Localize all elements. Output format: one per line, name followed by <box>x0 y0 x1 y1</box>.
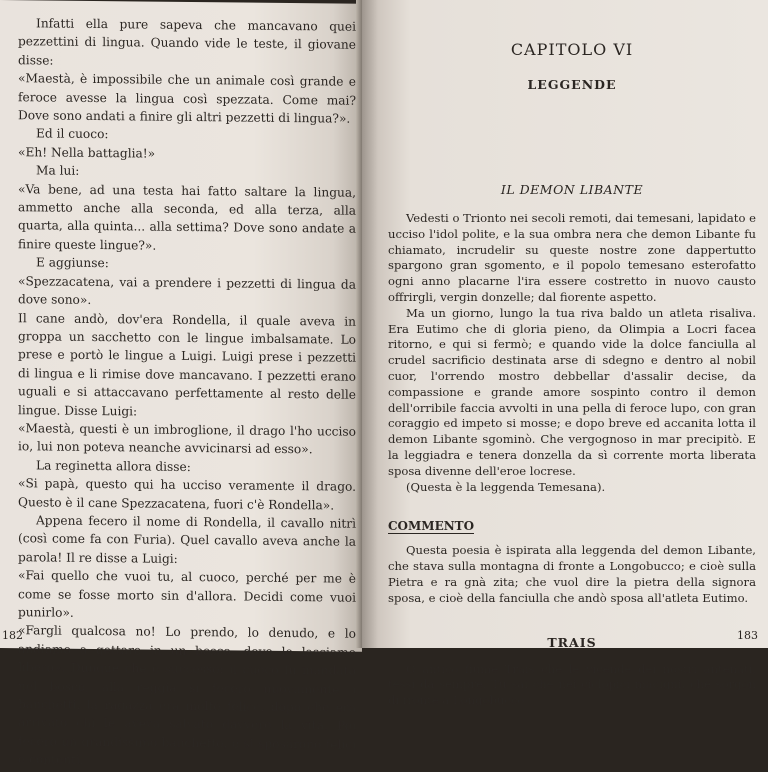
paragraph: «Va bene, ad una testa hai fatto saltare la lingua, ammetto anche alla seconda, ed alla terza, alla quarta, alla quinta... alla settima? Dove sono andate a finire queste lingue?». <box>18 181 356 253</box>
right-page <box>362 0 768 708</box>
left-page-number: 182 <box>2 629 23 642</box>
commento-text: Questa poesia è ispirata alla leggenda del demon Libante, che stava sulla montagna di fronte a Longobucco; e cioè sulla Pietra e ra gnà zita; che vuol dire la pietra della signora sposa, e cioè della fanciulla che andò sposa all'atleta Eutimo. <box>388 543 756 605</box>
left-page <box>0 0 362 768</box>
chapter-title: LEGGENDE <box>527 77 617 92</box>
paragraph: «Maestà, è impossibile che un animale così grande e feroce avesse la lingua così spezzata. Come mai? Dove sono andati a finire gli altri pezzetti di lingua?». <box>18 71 356 126</box>
paragraph: Ma un giorno, lungo la tua riva baldo un atleta risaliva. Era Eutimo che di gloria pieno, da Olimpia a Locri facea ritorno, e qui si fermò; e quando vide la dolce fanciulla al crudel sacrificio destinata arse di sdegno e dentro al nobil cuor, l'orrendo mostro debbellar d'assalir decise, da compassione e grande amore sospinto contro il demon dell'orribile faccia avvolti in una pella di feroce lupo, con gran coraggio ed impeto si mosse; e dopo breve ed accanita lotta il demon Libante sgominò. Che vergognoso in mar precipitò. E la leggiadra e tenera donzella da sì corrente morta liberata sposa divenne dell'eroe locrese. <box>388 305 756 478</box>
paragraph: «Spezzacatena, vai a prendere i pezzetti di lingua da dove sono». <box>18 273 356 308</box>
trais-text: O antico fiume Trais che le vicende dei nostri antenati, tessi da sempre. Tu sai che nei ciclopici macigni, che sorgon di fronte a Longobucco <box>388 661 756 708</box>
paragraph: «Maestà, questi è un imbroglione, il drago l'ho ucciso io, lui non poteva neanche avvicinarsi ad esso». <box>18 421 356 457</box>
paragraph: «Eh! Nella battaglia!» <box>18 145 156 161</box>
paragraph: Infatti ella pure sapeva che mancavano quei pezzettini di lingua. Quando vide le teste, il giovane disse: <box>18 16 356 68</box>
paragraph: «Si papà, questo qui ha ucciso veramente il drago. Questo è il cane Spezzacatena, fuori c'è Rondella». <box>18 476 356 513</box>
paragraph: La reginetta allora disse: <box>36 458 191 474</box>
paragraph: Ma lui: <box>36 163 80 179</box>
paragraph: «Fargli qualcosa no! Lo prendo, lo denudo, e lo andiamo a gettare in un bosco, dove lo lasciamo libero». Dunque che è successo: il cuoco fu mandato nel bosco, alla reggia si fecero nuovamente i banchetti, la ragazza era molto felice, dopo che era arrivato chi le aveva salvato davvero la vita. Poi fecero un grandissimo banchetto, e si sposarono felici e contenti. <box>18 623 356 768</box>
left-page-text <box>18 14 356 772</box>
paragraph: Appena fecero il nome di Rondella, il cavallo nitrì (così come fa con Furia). Quel cavallo aveva anche la parola! Il re disse a Luigi: <box>18 513 356 566</box>
paragraph: Vedesti o Trionto nei secoli remoti, dai temesani, lapidato e ucciso l'idol polite, e la sua ombra nera che demon Libante fu chiamato, incrudelir su queste nostre zone dappertutto spargono gran sgomento, e il popolo temesano esterofatto ogni anno placarne l'ira essere costretto in nuovo causto offrirgli, vergin donzelle; dal fiorente aspetto. <box>388 211 756 304</box>
paragraph: Ed il cuoco: <box>36 126 109 142</box>
commento-heading: COMMENTO <box>388 519 475 534</box>
right-page-number: 183 <box>737 629 758 642</box>
poem-title: IL DEMON LIBANTE <box>500 182 644 197</box>
paragraph: Il cane andò, dov'era Rondella, il quale aveva in groppa un sacchetto con le lingue imbalsamate. Lo prese e portò le lingue a Luigi. Luigi prese i pezzetti di lingua e li rimise dove mancavano. I pezzetti erano uguali e si attaccavano perfettamente al resto delle lingue. Disse Luigi: <box>18 310 356 418</box>
paragraph: (Questa è la leggenda Temesana). <box>406 479 606 494</box>
chapter-number: CAPITOLO VI <box>510 40 634 59</box>
poem-text <box>388 211 756 495</box>
trais-heading: TRAIS <box>547 634 597 650</box>
paragraph: E aggiunse: <box>36 255 109 271</box>
paragraph: «Fai quello che vuoi tu, al cuoco, perché per me è come se fosse morto sin d'allora. Decidi come vuoi punirlo». <box>18 568 356 620</box>
